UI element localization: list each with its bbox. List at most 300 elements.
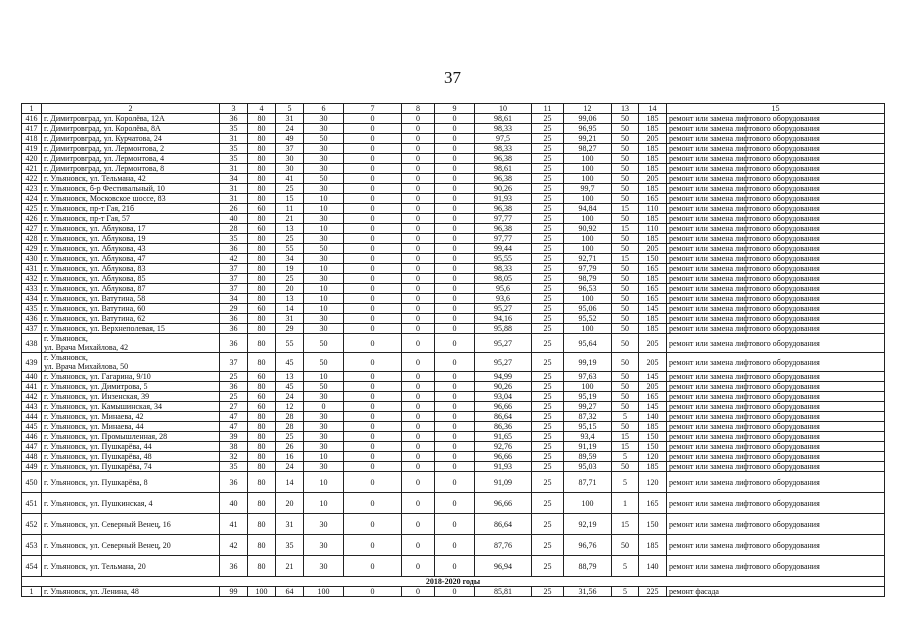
value-cell: 97,77 bbox=[475, 214, 532, 224]
address-cell: г. Ульяновск, ул. Димитрова, 5 bbox=[42, 382, 220, 392]
value-cell: 185 bbox=[639, 314, 667, 324]
row-number-cell: 447 bbox=[22, 442, 42, 452]
value-cell: 80 bbox=[248, 382, 276, 392]
work-type-cell: ремонт или замена лифтового оборудования bbox=[667, 144, 885, 154]
value-cell: 50 bbox=[612, 304, 639, 314]
value-cell: 0 bbox=[435, 514, 475, 535]
value-cell: 60 bbox=[248, 224, 276, 234]
table-row bbox=[22, 284, 885, 294]
value-cell: 91,09 bbox=[475, 472, 532, 493]
value-cell: 25 bbox=[532, 472, 564, 493]
value-cell: 0 bbox=[402, 493, 435, 514]
value-cell: 96,66 bbox=[475, 402, 532, 412]
section-title-row bbox=[22, 577, 885, 587]
value-cell: 25 bbox=[532, 264, 564, 274]
value-cell: 25 bbox=[532, 284, 564, 294]
address-cell: г. Ульяновск, ул. Врача Михайлова, 42 bbox=[42, 334, 220, 353]
value-cell: 50 bbox=[612, 114, 639, 124]
table-row bbox=[22, 154, 885, 164]
table-row bbox=[22, 204, 885, 214]
value-cell: 0 bbox=[402, 304, 435, 314]
value-cell: 0 bbox=[435, 372, 475, 382]
value-cell: 95,6 bbox=[475, 284, 532, 294]
value-cell: 25 bbox=[220, 372, 248, 382]
value-cell: 80 bbox=[248, 254, 276, 264]
value-cell: 0 bbox=[344, 442, 402, 452]
value-cell: 0 bbox=[435, 154, 475, 164]
value-cell: 0 bbox=[344, 244, 402, 254]
column-number-cell: 1 bbox=[22, 104, 42, 114]
address-cell: г. Ульяновск, ул. Инзенская, 39 bbox=[42, 392, 220, 402]
value-cell: 96,38 bbox=[475, 154, 532, 164]
value-cell: 86,36 bbox=[475, 422, 532, 432]
value-cell: 31 bbox=[220, 164, 248, 174]
value-cell: 50 bbox=[612, 422, 639, 432]
value-cell: 25 bbox=[532, 294, 564, 304]
row-number-cell: 440 bbox=[22, 372, 42, 382]
work-type-cell: ремонт или замена лифтового оборудования bbox=[667, 114, 885, 124]
value-cell: 0 bbox=[435, 114, 475, 124]
value-cell: 0 bbox=[344, 372, 402, 382]
value-cell: 0 bbox=[402, 174, 435, 184]
value-cell: 34 bbox=[220, 174, 248, 184]
value-cell: 0 bbox=[435, 452, 475, 462]
value-cell: 10 bbox=[304, 194, 344, 204]
value-cell: 0 bbox=[435, 294, 475, 304]
work-type-cell: ремонт или замена лифтового оборудования bbox=[667, 294, 885, 304]
address-cell: г. Димитровград, ул. Лермонтова, 8 bbox=[42, 164, 220, 174]
value-cell: 205 bbox=[639, 174, 667, 184]
value-cell: 185 bbox=[639, 535, 667, 556]
column-number-cell: 15 bbox=[667, 104, 885, 114]
value-cell: 40 bbox=[220, 214, 248, 224]
value-cell: 0 bbox=[344, 134, 402, 144]
value-cell: 10 bbox=[304, 294, 344, 304]
value-cell: 80 bbox=[248, 556, 276, 577]
work-type-cell: ремонт или замена лифтового оборудования bbox=[667, 274, 885, 284]
value-cell: 0 bbox=[344, 254, 402, 264]
value-cell: 185 bbox=[639, 184, 667, 194]
value-cell: 100 bbox=[304, 587, 344, 597]
value-cell: 0 bbox=[344, 432, 402, 442]
work-type-cell: ремонт или замена лифтового оборудования bbox=[667, 204, 885, 214]
value-cell: 90,92 bbox=[564, 224, 612, 234]
value-cell: 36 bbox=[220, 114, 248, 124]
value-cell: 91,93 bbox=[475, 462, 532, 472]
row-number-cell: 416 bbox=[22, 114, 42, 124]
value-cell: 28 bbox=[276, 412, 304, 422]
value-cell: 16 bbox=[276, 452, 304, 462]
value-cell: 99 bbox=[220, 587, 248, 597]
value-cell: 35 bbox=[276, 535, 304, 556]
value-cell: 0 bbox=[435, 274, 475, 284]
table-row bbox=[22, 164, 885, 174]
value-cell: 30 bbox=[304, 164, 344, 174]
value-cell: 30 bbox=[304, 154, 344, 164]
value-cell: 50 bbox=[612, 264, 639, 274]
value-cell: 5 bbox=[612, 587, 639, 597]
address-cell: г. Ульяновск, ул. Пушкарёва, 74 bbox=[42, 462, 220, 472]
value-cell: 50 bbox=[612, 164, 639, 174]
value-cell: 37 bbox=[220, 264, 248, 274]
value-cell: 90,26 bbox=[475, 382, 532, 392]
address-cell: г. Ульяновск, ул. Аблукова, 43 bbox=[42, 244, 220, 254]
value-cell: 31 bbox=[276, 314, 304, 324]
row-number-cell: 441 bbox=[22, 382, 42, 392]
value-cell: 10 bbox=[304, 304, 344, 314]
value-cell: 25 bbox=[532, 224, 564, 234]
value-cell: 99,06 bbox=[564, 114, 612, 124]
value-cell: 25 bbox=[220, 392, 248, 402]
value-cell: 100 bbox=[564, 214, 612, 224]
row-number-cell: 420 bbox=[22, 154, 42, 164]
value-cell: 80 bbox=[248, 124, 276, 134]
row-number-cell: 444 bbox=[22, 412, 42, 422]
value-cell: 80 bbox=[248, 412, 276, 422]
value-cell: 25 bbox=[532, 392, 564, 402]
value-cell: 30 bbox=[304, 184, 344, 194]
value-cell: 15 bbox=[612, 514, 639, 535]
value-cell: 0 bbox=[344, 314, 402, 324]
row-number-cell: 433 bbox=[22, 284, 42, 294]
value-cell: 0 bbox=[344, 294, 402, 304]
table-row bbox=[22, 304, 885, 314]
value-cell: 25 bbox=[532, 514, 564, 535]
value-cell: 50 bbox=[612, 124, 639, 134]
row-number-cell: 418 bbox=[22, 134, 42, 144]
value-cell: 25 bbox=[532, 274, 564, 284]
value-cell: 80 bbox=[248, 452, 276, 462]
value-cell: 87,32 bbox=[564, 412, 612, 422]
row-number-cell: 427 bbox=[22, 224, 42, 234]
value-cell: 140 bbox=[639, 412, 667, 422]
value-cell: 99,27 bbox=[564, 402, 612, 412]
address-cell: г. Димитровград, ул. Королёва, 8А bbox=[42, 124, 220, 134]
value-cell: 24 bbox=[276, 392, 304, 402]
column-number-cell: 8 bbox=[402, 104, 435, 114]
value-cell: 0 bbox=[402, 164, 435, 174]
address-cell: г. Ульяновск, пр-т Гая, 21б bbox=[42, 204, 220, 214]
value-cell: 185 bbox=[639, 234, 667, 244]
value-cell: 41 bbox=[276, 174, 304, 184]
value-cell: 15 bbox=[612, 204, 639, 214]
value-cell: 100 bbox=[564, 294, 612, 304]
value-cell: 165 bbox=[639, 294, 667, 304]
value-cell: 95,52 bbox=[564, 314, 612, 324]
value-cell: 0 bbox=[344, 382, 402, 392]
value-cell: 0 bbox=[402, 314, 435, 324]
value-cell: 0 bbox=[435, 304, 475, 314]
value-cell: 25 bbox=[276, 274, 304, 284]
work-type-cell: ремонт или замена лифтового оборудования bbox=[667, 174, 885, 184]
value-cell: 26 bbox=[220, 204, 248, 214]
value-cell: 25 bbox=[532, 402, 564, 412]
work-type-cell: ремонт или замена лифтового оборудования bbox=[667, 493, 885, 514]
value-cell: 15 bbox=[276, 194, 304, 204]
value-cell: 91,19 bbox=[564, 442, 612, 452]
value-cell: 120 bbox=[639, 472, 667, 493]
value-cell: 20 bbox=[276, 284, 304, 294]
value-cell: 64 bbox=[276, 587, 304, 597]
value-cell: 100 bbox=[564, 174, 612, 184]
row-number-cell: 423 bbox=[22, 184, 42, 194]
value-cell: 80 bbox=[248, 462, 276, 472]
address-cell: г. Ульяновск, ул. Аблукова, 83 bbox=[42, 264, 220, 274]
value-cell: 93,04 bbox=[475, 392, 532, 402]
value-cell: 30 bbox=[304, 324, 344, 334]
value-cell: 25 bbox=[532, 535, 564, 556]
row-number-cell: 434 bbox=[22, 294, 42, 304]
value-cell: 0 bbox=[344, 144, 402, 154]
value-cell: 100 bbox=[564, 324, 612, 334]
value-cell: 80 bbox=[248, 334, 276, 353]
value-cell: 10 bbox=[304, 204, 344, 214]
work-type-cell: ремонт или замена лифтового оборудования bbox=[667, 184, 885, 194]
value-cell: 45 bbox=[276, 353, 304, 372]
value-cell: 25 bbox=[532, 587, 564, 597]
table-row bbox=[22, 452, 885, 462]
value-cell: 0 bbox=[402, 452, 435, 462]
value-cell: 0 bbox=[344, 184, 402, 194]
value-cell: 80 bbox=[248, 324, 276, 334]
value-cell: 96,95 bbox=[564, 124, 612, 134]
value-cell: 40 bbox=[220, 493, 248, 514]
value-cell: 98,33 bbox=[475, 144, 532, 154]
work-type-cell: ремонт или замена лифтового оборудования bbox=[667, 422, 885, 432]
value-cell: 100 bbox=[564, 234, 612, 244]
work-type-cell: ремонт или замена лифтового оборудования bbox=[667, 382, 885, 392]
value-cell: 42 bbox=[220, 254, 248, 264]
value-cell: 0 bbox=[344, 324, 402, 334]
value-cell: 91,65 bbox=[475, 432, 532, 442]
value-cell: 31 bbox=[276, 514, 304, 535]
value-cell: 11 bbox=[276, 204, 304, 214]
value-cell: 0 bbox=[435, 174, 475, 184]
value-cell: 30 bbox=[304, 535, 344, 556]
table-row bbox=[22, 334, 885, 353]
value-cell: 10 bbox=[304, 493, 344, 514]
value-cell: 150 bbox=[639, 442, 667, 452]
row-number-cell: 437 bbox=[22, 324, 42, 334]
value-cell: 31 bbox=[220, 134, 248, 144]
value-cell: 13 bbox=[276, 224, 304, 234]
value-cell: 30 bbox=[304, 462, 344, 472]
value-cell: 98,33 bbox=[475, 264, 532, 274]
value-cell: 80 bbox=[248, 442, 276, 452]
value-cell: 80 bbox=[248, 314, 276, 324]
value-cell: 39 bbox=[220, 432, 248, 442]
value-cell: 80 bbox=[248, 164, 276, 174]
value-cell: 13 bbox=[276, 294, 304, 304]
value-cell: 25 bbox=[532, 422, 564, 432]
work-type-cell: ремонт или замена лифтового оборудования bbox=[667, 324, 885, 334]
value-cell: 50 bbox=[612, 244, 639, 254]
value-cell: 0 bbox=[344, 514, 402, 535]
row-number-cell: 453 bbox=[22, 535, 42, 556]
value-cell: 0 bbox=[344, 264, 402, 274]
value-cell: 80 bbox=[248, 194, 276, 204]
value-cell: 24 bbox=[276, 124, 304, 134]
value-cell: 50 bbox=[304, 334, 344, 353]
value-cell: 30 bbox=[276, 154, 304, 164]
value-cell: 80 bbox=[248, 134, 276, 144]
value-cell: 100 bbox=[248, 587, 276, 597]
value-cell: 50 bbox=[612, 334, 639, 353]
value-cell: 0 bbox=[435, 224, 475, 234]
value-cell: 80 bbox=[248, 353, 276, 372]
value-cell: 95,15 bbox=[564, 422, 612, 432]
value-cell: 0 bbox=[402, 254, 435, 264]
value-cell: 95,27 bbox=[475, 353, 532, 372]
value-cell: 85,81 bbox=[475, 587, 532, 597]
value-cell: 87,71 bbox=[564, 472, 612, 493]
row-number-cell: 446 bbox=[22, 432, 42, 442]
column-number-row bbox=[22, 104, 885, 114]
value-cell: 96,94 bbox=[475, 556, 532, 577]
value-cell: 100 bbox=[564, 164, 612, 174]
value-cell: 25 bbox=[532, 412, 564, 422]
value-cell: 97,77 bbox=[475, 234, 532, 244]
table-row bbox=[22, 412, 885, 422]
value-cell: 0 bbox=[435, 184, 475, 194]
value-cell: 27 bbox=[220, 402, 248, 412]
address-cell: г. Ульяновск, ул. Ватутина, 60 bbox=[42, 304, 220, 314]
address-cell: г. Димитровград, ул. Лермонтова, 4 bbox=[42, 154, 220, 164]
row-number-cell: 432 bbox=[22, 274, 42, 284]
work-type-cell: ремонт или замена лифтового оборудования bbox=[667, 254, 885, 264]
value-cell: 0 bbox=[344, 204, 402, 214]
value-cell: 50 bbox=[304, 353, 344, 372]
value-cell: 0 bbox=[344, 412, 402, 422]
table-row bbox=[22, 556, 885, 577]
value-cell: 0 bbox=[402, 244, 435, 254]
value-cell: 0 bbox=[402, 264, 435, 274]
value-cell: 15 bbox=[612, 432, 639, 442]
row-number-cell: 429 bbox=[22, 244, 42, 254]
value-cell: 60 bbox=[248, 304, 276, 314]
row-number-cell: 419 bbox=[22, 144, 42, 154]
row-number-cell: 438 bbox=[22, 334, 42, 353]
row-number-cell: 439 bbox=[22, 353, 42, 372]
value-cell: 185 bbox=[639, 324, 667, 334]
address-cell: г. Ульяновск, ул. Аблукова, 17 bbox=[42, 224, 220, 234]
value-cell: 36 bbox=[220, 244, 248, 254]
value-cell: 80 bbox=[248, 493, 276, 514]
value-cell: 35 bbox=[220, 462, 248, 472]
value-cell: 0 bbox=[435, 244, 475, 254]
value-cell: 30 bbox=[304, 254, 344, 264]
value-cell: 90,26 bbox=[475, 184, 532, 194]
value-cell: 0 bbox=[435, 314, 475, 324]
row-number-cell: 451 bbox=[22, 493, 42, 514]
value-cell: 0 bbox=[435, 556, 475, 577]
row-number-cell: 435 bbox=[22, 304, 42, 314]
value-cell: 98,33 bbox=[475, 124, 532, 134]
value-cell: 185 bbox=[639, 164, 667, 174]
value-cell: 0 bbox=[344, 274, 402, 284]
value-cell: 30 bbox=[304, 274, 344, 284]
value-cell: 80 bbox=[248, 422, 276, 432]
row-number-cell: 1 bbox=[22, 587, 42, 597]
value-cell: 25 bbox=[532, 144, 564, 154]
row-number-cell: 417 bbox=[22, 124, 42, 134]
value-cell: 38 bbox=[220, 442, 248, 452]
value-cell: 98,61 bbox=[475, 164, 532, 174]
value-cell: 80 bbox=[248, 114, 276, 124]
value-cell: 185 bbox=[639, 274, 667, 284]
value-cell: 0 bbox=[435, 324, 475, 334]
value-cell: 31 bbox=[276, 114, 304, 124]
value-cell: 5 bbox=[612, 556, 639, 577]
value-cell: 145 bbox=[639, 402, 667, 412]
table-row bbox=[22, 422, 885, 432]
value-cell: 37 bbox=[220, 274, 248, 284]
row-number-cell: 449 bbox=[22, 462, 42, 472]
value-cell: 25 bbox=[532, 304, 564, 314]
value-cell: 37 bbox=[220, 284, 248, 294]
table-row bbox=[22, 144, 885, 154]
value-cell: 0 bbox=[435, 382, 475, 392]
row-number-cell: 422 bbox=[22, 174, 42, 184]
value-cell: 25 bbox=[276, 234, 304, 244]
value-cell: 30 bbox=[304, 314, 344, 324]
value-cell: 0 bbox=[344, 587, 402, 597]
value-cell: 10 bbox=[304, 452, 344, 462]
value-cell: 30 bbox=[304, 234, 344, 244]
value-cell: 86,64 bbox=[475, 412, 532, 422]
value-cell: 145 bbox=[639, 304, 667, 314]
table-row bbox=[22, 224, 885, 234]
value-cell: 31,56 bbox=[564, 587, 612, 597]
table-row bbox=[22, 372, 885, 382]
value-cell: 150 bbox=[639, 254, 667, 264]
value-cell: 25 bbox=[532, 114, 564, 124]
value-cell: 10 bbox=[304, 284, 344, 294]
value-cell: 30 bbox=[304, 114, 344, 124]
value-cell: 0 bbox=[344, 392, 402, 402]
value-cell: 5 bbox=[612, 472, 639, 493]
value-cell: 0 bbox=[344, 422, 402, 432]
value-cell: 120 bbox=[639, 452, 667, 462]
value-cell: 97,5 bbox=[475, 134, 532, 144]
column-number-cell: 12 bbox=[564, 104, 612, 114]
address-cell: г. Ульяновск, Московское шоссе, 83 bbox=[42, 194, 220, 204]
value-cell: 0 bbox=[402, 412, 435, 422]
table-row bbox=[22, 184, 885, 194]
value-cell: 205 bbox=[639, 134, 667, 144]
value-cell: 97,79 bbox=[564, 264, 612, 274]
work-type-cell: ремонт или замена лифтового оборудования bbox=[667, 134, 885, 144]
value-cell: 94,16 bbox=[475, 314, 532, 324]
row-number-cell: 428 bbox=[22, 234, 42, 244]
value-cell: 0 bbox=[435, 204, 475, 214]
work-type-cell: ремонт или замена лифтового оборудования bbox=[667, 214, 885, 224]
address-cell: г. Ульяновск, ул. Тельмана, 42 bbox=[42, 174, 220, 184]
value-cell: 0 bbox=[402, 442, 435, 452]
value-cell: 35 bbox=[220, 124, 248, 134]
address-cell: г. Ульяновск, ул. Аблукова, 47 bbox=[42, 254, 220, 264]
row-number-cell: 424 bbox=[22, 194, 42, 204]
value-cell: 0 bbox=[435, 442, 475, 452]
address-cell: г. Ульяновск, ул. Северный Венец, 20 bbox=[42, 535, 220, 556]
value-cell: 95,64 bbox=[564, 334, 612, 353]
value-cell: 95,06 bbox=[564, 304, 612, 314]
value-cell: 110 bbox=[639, 224, 667, 234]
value-cell: 28 bbox=[220, 224, 248, 234]
value-cell: 32 bbox=[220, 452, 248, 462]
value-cell: 165 bbox=[639, 284, 667, 294]
value-cell: 0 bbox=[344, 353, 402, 372]
